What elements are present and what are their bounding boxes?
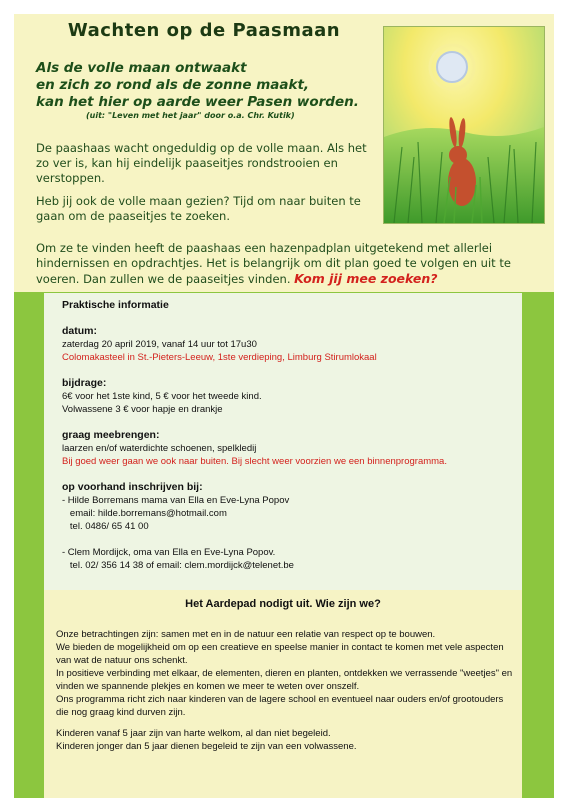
- contribution-label: bijdrage:: [62, 377, 107, 389]
- poem-line: kan het hier op aarde weer Pasen worden.: [36, 94, 359, 110]
- practical-info: [62, 299, 512, 572]
- bring-line: laarzen en/of waterdichte schoenen, spelkledij: [62, 443, 257, 454]
- contribution-line: 6€ voor het 1ste kind, 5 € voor het tweede kind.: [62, 391, 262, 402]
- page-title: Wachten op de Paasmaan: [67, 20, 341, 41]
- poem: [36, 60, 416, 111]
- poem-line: en zich zo rond als de zonne maakt,: [36, 77, 310, 93]
- about-paragraph: Ons programma richt zich naar kinderen van de lagere school en eventueel naar ouders en/of grootouders die nog graag kind durven zijn.: [56, 694, 504, 718]
- intro-paragraph-3-text: Om ze te vinden heeft de paashaas een hazenpadplan uitgetekend met allerlei hindernissen en opdrachtjes. Het is belangrijk om dit plan goed te volgen en uit te voeren. Dan zullen we de paaseitjes vinden.: [36, 241, 511, 286]
- about-paragraph: We bieden de mogelijkheid om op een creatieve en speelse manier in contact te komen met vele aspecten van wat de natuur ons schenkt.: [56, 642, 504, 666]
- poem-source: (uit: "Leven met het jaar" door o.a. Chr. Kutik): [86, 111, 295, 120]
- contact-phone-email: tel. 02/ 356 14 38 of email: clem.mordijck@telenet.be: [62, 560, 294, 571]
- contact-line: - Clem Mordijck, oma van Ella en Eve-Lyna Popov.: [62, 547, 276, 558]
- practical-info-heading: Praktische informatie: [62, 299, 169, 311]
- about-title: Het Aardepad nodigt uit. Wie zijn we?: [185, 598, 381, 610]
- bring-label: graag meebrengen:: [62, 429, 160, 441]
- intro-paragraph-2: Heb jij ook de volle maan gezien? Tijd om naar buiten te gaan om de paaseitjes te zoeken.: [36, 194, 361, 223]
- about-paragraph: Kinderen vanaf 5 jaar zijn van harte welkom, al dan niet begeleid.: [56, 728, 331, 739]
- intro-paragraph-3: [36, 241, 552, 287]
- hare-under-full-moon-painting-icon: [383, 26, 545, 224]
- about-paragraph: Onze betrachtingen zijn: samen met en in de natuur een relatie van respect op te bouwen.: [56, 629, 436, 640]
- about-paragraph: Kinderen jonger dan 5 jaar dienen begeleid te zijn van een volwassene.: [56, 741, 357, 752]
- poem-line: Als de volle maan ontwaakt: [36, 60, 247, 76]
- intro-paragraph-1: De paashaas wacht ongeduldig op de volle maan. Als het zo ver is, kan hij eindelijk paaseitjes rondstrooien en verstoppen.: [36, 141, 367, 185]
- weather-note: Bij goed weer gaan we ook naar buiten. Bij slecht weer voorzien we een binnenprogramma.: [62, 456, 447, 467]
- call-to-action: Kom jij mee zoeken?: [294, 271, 438, 286]
- contribution-line: Volwassene 3 € voor hapje en drankje: [62, 404, 223, 415]
- contact-email: email: hilde.borremans@hotmail.com: [62, 508, 227, 519]
- about-text: [56, 628, 518, 753]
- location: Colomakasteel in St.-Pieters-Leeuw, 1ste verdieping, Limburg Stirumlokaal: [62, 352, 377, 363]
- date-value: zaterdag 20 april 2019, vanaf 14 uur tot 17u30: [62, 339, 257, 350]
- registration-label: op voorhand inschrijven bij:: [62, 481, 203, 493]
- date-label: datum:: [62, 325, 97, 337]
- about-paragraph: In positieve verbinding met elkaar, de elementen, dieren en planten, ontdekken we verrassende "weetjes" en vinden we spannende plekjes en komen we meer te weten over onszelf.: [56, 668, 513, 692]
- contact-phone: tel. 0486/ 65 41 00: [62, 521, 149, 532]
- contact-line: - Hilde Borremans mama van Ella en Eve-Lyna Popov: [62, 495, 290, 506]
